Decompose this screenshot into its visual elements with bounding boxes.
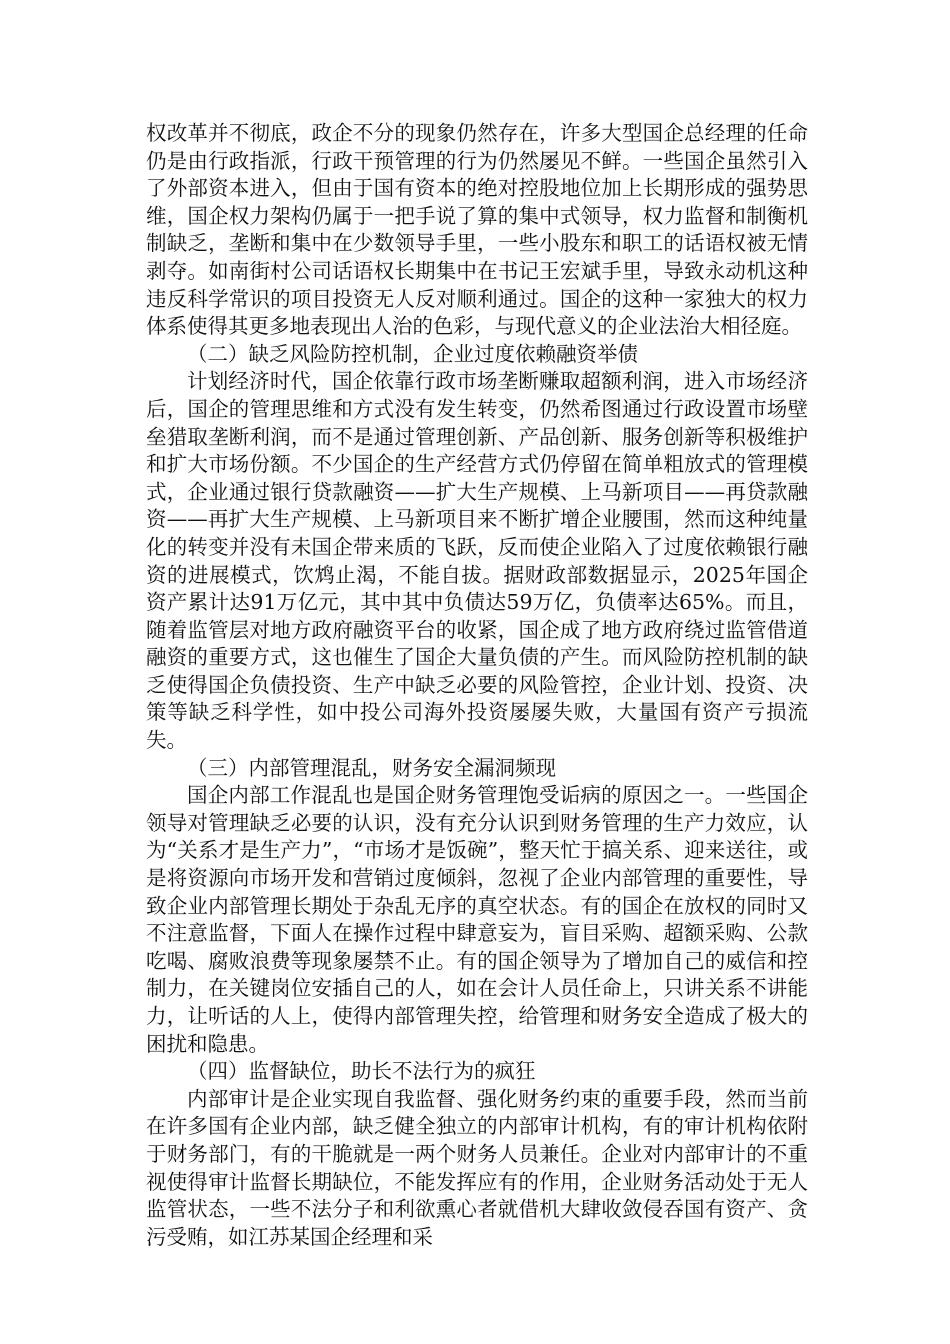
- section-heading-2: （二）缺乏风险防控机制，企业过度依赖融资举债: [187, 341, 638, 366]
- paragraph-section-2: 计划经济时代，国企依靠行政市场垄断赚取超额利润，进入市场经济后，国企的管理思维和方式没有发生转变，仍然希图通过行政设置市场壁垒猎取垄断利润，而不是通过管理创新、产品创新、服务创新等积极维护和扩大市场份额。不少国企的生产经营方式仍停留在简单粗放式的管理模式，企业通过银行贷款融资——扩大生产规模、上马新项目——再贷款融资——再扩大生产规模、上马新项目来不断扩增企业腰围，然而这种纯量化的转变并没有未国企带来质的飞跃，反而使企业陷入了过度依赖银行融资的进展模式，饮鸩止渴，不能自拔。据财政部数据显示，2025年国企资产累计达91万亿元，其中其中负债达59万亿，负债率达65%。而且，随着监管层对地方政府融资平台的收紧，国企成了地方政府绕过监管借道融资的重要方式，这也催生了国企大量负债的产生。而风险防控机制的缺乏使得国企负债投资、生产中缺乏必要的风险管控，企业计划、投资、决策等缺乏科学性，如中投公司海外投资屡屡失败，大量国有资产亏损流失。: [146, 369, 808, 753]
- section-heading-4: （四）监督缺位，助长不法行为的疯狂: [187, 1059, 536, 1084]
- section-heading-3: （三）内部管理混乱，财务安全漏洞频现: [187, 755, 556, 780]
- document-body: [146, 120, 808, 1251]
- paragraph-section-4: 内部审计是企业实现自我监督、强化财务约束的重要手段，然而当前在许多国有企业内部，缺乏健全独立的内部审计机构，有的审计机构依附于财务部门，有的干脆就是一两个财务人员兼任。企业对内部审计的不重视使得审计监督长期缺位，不能发挥应有的作用，企业财务活动处于无人监管状态，一些不法分子和利欲熏心者就借机大肆收敛侵吞国有资产、贪污受贿，如江苏某国企经理和采: [146, 1086, 808, 1249]
- paragraph-continued: 权改革并不彻底，政企不分的现象仍然存在，许多大型国企总经理的任命仍是由行政指派，行政干预管理的行为仍然屡见不鲜。一些国企虽然引入了外部资本进入，但由于国有资本的绝对控股地位加上长期形成的强势思维，国企权力架构仍属于一把手说了算的集中式领导，权力监督和制衡机制缺乏，垄断和集中在少数领导手里，一些小股东和职工的话语权被无情剥夺。如南街村公司话语权长期集中在书记王宏斌手里，导致永动机这种违反科学常识的项目投资无人反对顺利通过。国企的这种一家独大的权力体系使得其更多地表现出人治的色彩，与现代意义的企业法治大相径庭。: [146, 121, 808, 339]
- paragraph-section-3: 国企内部工作混乱也是国企财务管理饱受诟病的原因之一。一些国企领导对管理缺乏必要的认识，没有充分认识到财务管理的生产力效应，认为“关系才是生产力”，“市场才是饭碗”，整天忙于搞关系、迎来送往，或是将资源向市场开发和营销过度倾斜，忽视了企业内部管理的重要性，导致企业内部管理长期处于杂乱无序的真空状态。有的国企在放权的同时又不注意监督，下面人在操作过程中肆意妄为，盲目采购、超额采购、公款吃喝、腐败浪费等现象屡禁不止。有的国企领导为了增加自己的威信和控制力，在关键岗位安插自己的人，如在会计人员任命上，只讲关系不讲能力，让听话的人上，使得内部管理失控，给管理和财务安全造成了极大的困扰和隐患。: [146, 783, 808, 1056]
